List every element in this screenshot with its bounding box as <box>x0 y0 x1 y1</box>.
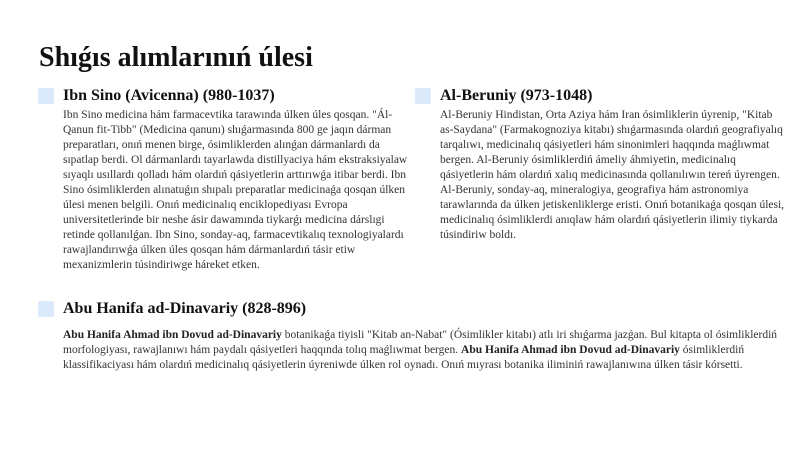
author-name-bold: Abu Hanifa Ahmad ibn Dovud ad-Dinavariy <box>63 329 282 341</box>
section-body: Al-Beruniy Hindistan, Orta Aziya hám Iran ósimliklerin úyrenip, "Kitab as-Saydana" (Farmakognoziya kitabı) shıǵarmasında olardıń geografiyalıq tarqalıwı, medicinalıq qásiyetleri hám sinonimleri haqqında maǵlıwmat bergen. Al-Beruniy ósimliklerdiń ámeliy áhmiyetin, medicinalıq qásiyetlerin hám olardıń xalıq medicinasında qollanılıwın tereń úyrengen. Al-Beruniy, sonday-aq, mineralogiya, geografiya hám astronomiya tarawlarında da úlken jetiskenliklerge eristi. Onıń botanikaǵa qosqan úlesi, medicinalıq ósimliklerdi anıqlaw hám olardıń qásiyetlerin ilimiy tiykarda túsindiriw boldı. <box>440 109 785 241</box>
author-name-bold: Abu Hanifa Ahmad ibn Dovud ad-Dinavariy <box>461 344 680 356</box>
body-text: ósimliklerdiń klassifikaciyası hám olardıń medicinalıq qásiyetlerin úyreniwde úlken rol oynadı. Onıń mıyrası botanika iliminiń rawajlanıwına úlken tásir kórsetti. <box>63 344 745 371</box>
section-heading: Ibn Sino (Avicenna) (980-1037) <box>63 87 275 104</box>
body-text: botanikaǵa tiyisli "Kitab an-Nabat" (Ósimlikler kitabı) atlı iri shıǵarma jazǵan. Bul kitapta ol ósimliklerdiń morfologiyası, rawajlanıwı hám paydalı qásiyetleri haqqında tolıq maǵlıwmat bergen. <box>63 329 778 356</box>
slide-title: Shıǵıs alımlarınıń úlesi <box>39 42 313 73</box>
square-bullet-icon <box>38 88 54 104</box>
section-body: Ibn Sino medicina hám farmacevtika tarawında úlken úles qosqan. "Ál-Qanun fit-Tibb" (Medicina qanunı) shıǵarmasında 800 ge jaqın dárman preparatları, onıń menen birge, ósimliklerden alınǵan dármanlardı da sıpatlap berdi. Ol dármanlardı tayarlawda distillyaciya hám ekstraksiyalaw sıyaqlı usıllardı qolladı hám olardıń qásiyetlerin arttırıwǵa itibar berdi. Ibn Sino ósimliklerden alınatuǵın shıpalı preparatlar medicinaǵa qosqan úlken úlesi menen belgili. Onıń medicinalıq enciklopediyası Evropa universitetlerinde bir neshe ásir dawamında tiykarǵı medicina dárslıgi retinde qollanılǵan. Ibn Sino, sonday-aq, farmacevtikalıq texnologiyalardı rawajlandırıwǵa úlken úles qosqan hám dármanlardıń tásir etiw mexanizmlerin túsindiriwge háreket etken. <box>63 109 408 271</box>
section-body <box>63 328 778 373</box>
section-heading: Abu Hanifa ad-Dinavariy (828-896) <box>63 300 307 317</box>
section-heading: Al-Beruniy (973-1048) <box>440 87 593 104</box>
square-bullet-icon <box>415 88 431 104</box>
square-bullet-icon <box>38 301 54 317</box>
